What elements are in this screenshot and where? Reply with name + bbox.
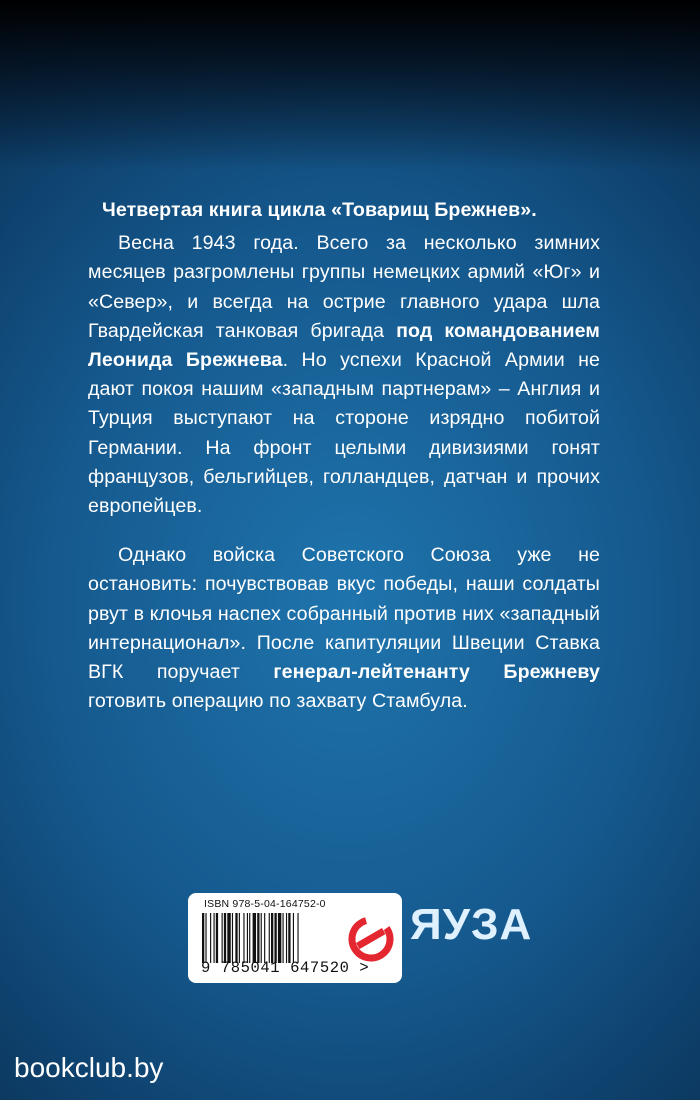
barcode-stripe	[232, 913, 233, 963]
yauza-publisher-logo: ЯУЗА	[410, 900, 533, 949]
barcode-digits: 9 785041 647520 >	[201, 959, 370, 977]
para2-bold: генерал-лейтенанту Брежневу	[273, 661, 600, 684]
barcode-stripe	[214, 913, 215, 963]
top-dark-gradient	[0, 0, 700, 170]
barcode-stripe	[286, 913, 287, 963]
para1-text-1: Весна 1943 года. Всего за несколько зимних месяцев разгромлены группы немецких армий «Юг» и «Север», и всегда на острие главного удара шла Гвардейская танковая бригада	[88, 232, 600, 342]
barcode-stripe	[247, 913, 248, 963]
barcode-stripe	[264, 913, 265, 963]
barcode-stripe	[293, 913, 294, 963]
barcode-stripe	[235, 913, 237, 963]
eksmo-logo-icon	[346, 911, 396, 967]
barcode-stripe	[297, 913, 298, 963]
barcode-stripe	[278, 913, 281, 963]
barcode-bars	[202, 913, 352, 963]
para1-bold: под командованием Леонида Брежнева	[88, 319, 600, 372]
barcode-stripe	[222, 913, 223, 963]
barcode-stripe	[257, 913, 259, 963]
isbn-label: ISBN 978-5-04-164752-0	[204, 898, 326, 910]
annotation-paragraph-2	[88, 541, 600, 716]
barcode-stripe	[271, 913, 273, 963]
para2-text-2: готовить операцию по захвату Стамбула.	[88, 690, 468, 713]
barcode-stripe	[261, 913, 262, 963]
barcode-stripe	[249, 913, 250, 963]
barcode-stripe	[202, 913, 204, 963]
barcode-stripe	[224, 913, 226, 963]
barcode-stripe	[239, 913, 240, 963]
bookclub-watermark: bookclub.by	[14, 1052, 164, 1083]
annotation-paragraph-1	[88, 229, 600, 521]
para2-text-1: Однако войска Советского Союза уже не остановить: почувствовав вкус победы, наши солдаты рвут в клочья наспех собранный против них «западный интернационал». После капитуляции Швеции Ставка ВГК поручает	[88, 544, 600, 684]
barcode-stripe	[288, 913, 290, 963]
barcode-panel	[188, 893, 402, 983]
series-lead: Четвертая книга цикла «Товарищ Брежнев».	[102, 199, 537, 221]
barcode-stripe	[253, 913, 256, 963]
barcode-stripe	[243, 913, 244, 963]
barcode-stripe	[216, 913, 218, 963]
barcode-stripe	[283, 913, 284, 963]
barcode-stripe	[227, 913, 230, 963]
barcode-stripe	[269, 913, 270, 963]
para1-text-2: . Но успехи Красной Армии не дают покоя нашим «западным партнерам» – Англия и Турция выступают на стороне изрядно побитой Германии. На фронт целыми дивизиями гонят французов, бельгийцев, голландцев, датчан и прочих европейцев.	[88, 349, 600, 518]
barcode-stripe	[274, 913, 276, 963]
barcode-stripe	[210, 913, 211, 963]
barcode-stripe	[205, 913, 206, 963]
annotation-block	[88, 196, 600, 736]
